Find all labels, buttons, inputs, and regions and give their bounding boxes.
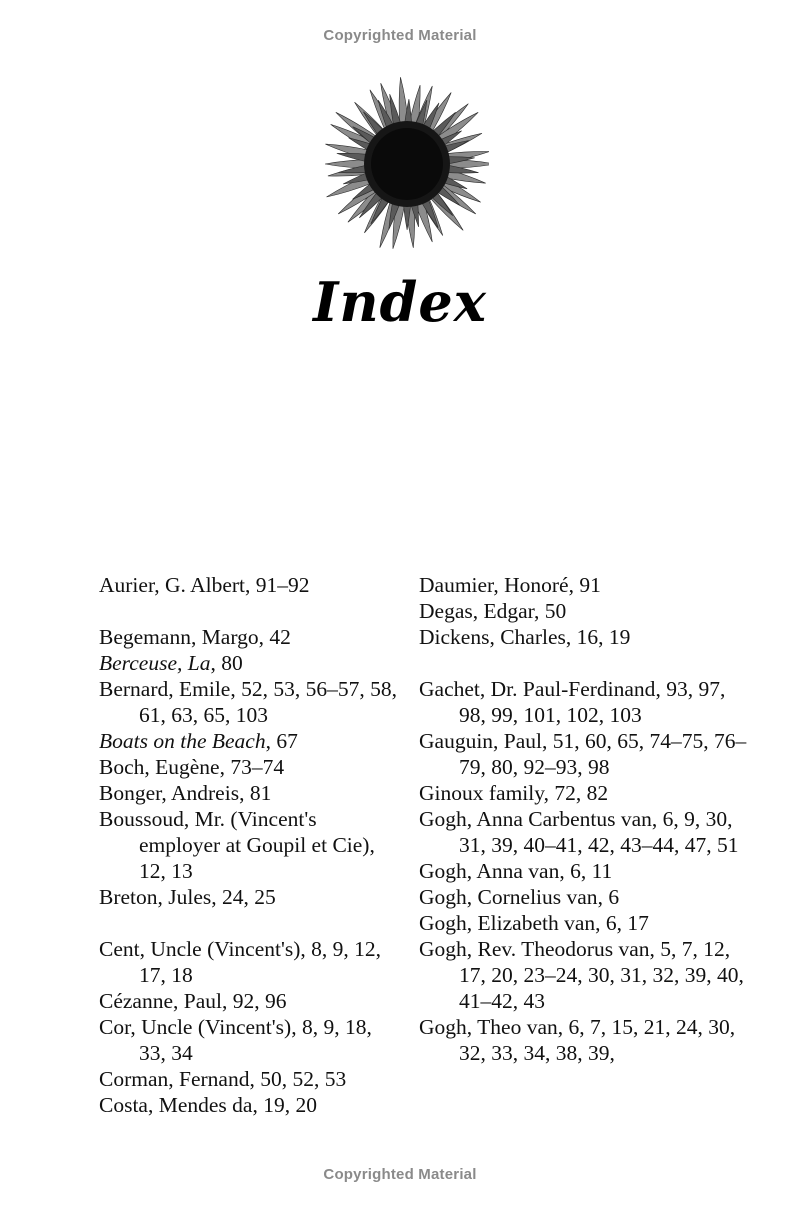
index-entry: Dickens, Charles, 16, 19 <box>419 625 631 649</box>
index-entry: Boch, Eugène, 73–74 <box>99 755 285 779</box>
index-entry: Gogh, Elizabeth van, 6, 17 <box>419 911 649 935</box>
index-entry: Gogh, Theo van, 6, 7, 15, 21, 24, 30, 32, 33, 34, 38, 39, <box>419 1015 736 1065</box>
index-entry: Gogh, Cornelius van, 6 <box>419 885 620 909</box>
index-entry: Cézanne, Paul, 92, 96 <box>99 989 287 1013</box>
index-entry: Gogh, Rev. Theodorus van, 5, 7, 12, 17, 20, 23–24, 30, 31, 32, 39, 40, 41–42, 43 <box>419 937 744 1013</box>
index-entry: Boussoud, Mr. (Vincent's employer at Goupil et Cie), 12, 13 <box>99 807 375 883</box>
index-entry: Corman, Fernand, 50, 52, 53 <box>99 1067 347 1091</box>
index-entry: Berceuse, La, 80 <box>99 651 243 675</box>
index-column-left <box>99 572 399 1118</box>
index-entry: Boats on the Beach, 67 <box>99 729 298 753</box>
index-entry: Cor, Uncle (Vincent's), 8, 9, 18, 33, 34 <box>99 1015 372 1065</box>
copyright-watermark-bottom: Copyrighted Material <box>323 1166 477 1183</box>
index-entry: Gogh, Anna Carbentus van, 6, 9, 30, 31, 39, 40–41, 42, 43–44, 47, 51 <box>419 807 739 857</box>
index-entry: Cent, Uncle (Vincent's), 8, 9, 12, 17, 18 <box>99 937 382 987</box>
index-entry: Aurier, G. Albert, 91–92 <box>99 573 310 597</box>
index-entry: Costa, Mendes da, 19, 20 <box>99 1093 317 1117</box>
index-entry: Bonger, Andreis, 81 <box>99 781 272 805</box>
index-entry: Begemann, Margo, 42 <box>99 625 291 649</box>
index-entry: Degas, Edgar, 50 <box>419 599 567 623</box>
index-entry: Gachet, Dr. Paul-Ferdinand, 93, 97, 98, 99, 101, 102, 103 <box>419 677 726 727</box>
sunflower-image <box>325 72 489 258</box>
index-column-right <box>419 572 749 1066</box>
index-entry: Gogh, Anna van, 6, 11 <box>419 859 613 883</box>
index-entry: Gauguin, Paul, 51, 60, 65, 74–75, 76–79, 80, 92–93, 98 <box>419 729 747 779</box>
copyright-watermark-top: Copyrighted Material <box>323 27 477 44</box>
page-title: Index <box>313 270 487 334</box>
index-entry: Breton, Jules, 24, 25 <box>99 885 276 909</box>
index-entry: Daumier, Honoré, 91 <box>419 573 601 597</box>
index-entry: Bernard, Emile, 52, 53, 56–57, 58, 61, 63, 65, 103 <box>99 677 397 727</box>
index-entry: Ginoux family, 72, 82 <box>419 781 609 805</box>
